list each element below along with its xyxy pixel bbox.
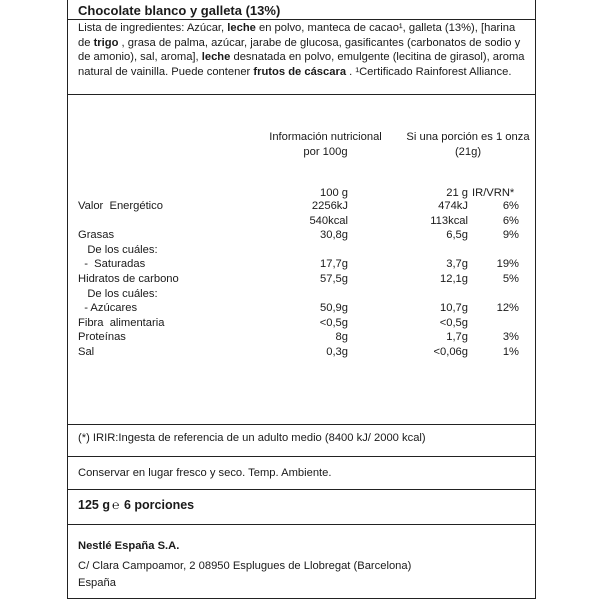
nutrient-label: Hidratos de carbono: [78, 273, 179, 285]
reference-intake-percent: 6%: [502, 214, 519, 227]
nutrient-label: De los cuáles:: [78, 287, 158, 300]
header-line: por 100g: [303, 145, 348, 158]
product-title: Chocolate blanco y galleta (13%): [78, 3, 281, 18]
nutrient-label: Valor Energético: [78, 200, 163, 212]
value-per-portion: <0,06g: [433, 346, 468, 358]
value-per-portion: 474kJ: [438, 200, 468, 212]
ingredient-text: en polvo, manteca de cacao¹, galleta (13%), [harina de: [78, 22, 516, 49]
ingredient-text: , grasa de palma, azúcar, jarabe de glucosa, gasificantes (carbonatos de sodio y de amonio), sal, aroma],: [78, 36, 521, 64]
nutrient-label: Fibra alimentaria: [78, 316, 165, 329]
allergen-text: leche: [227, 22, 256, 34]
nutrient-label: Proteínas: [78, 331, 126, 344]
reference-intake-percent: 6%: [502, 200, 519, 212]
nutrition-header-per-100g: [258, 130, 393, 159]
nutrient-label: Grasas: [78, 229, 115, 242]
reference-intake-percent: 19%: [496, 258, 519, 271]
divider: [68, 489, 535, 490]
subheader-portion: 21 g: [446, 187, 468, 199]
reference-intake-percent: 5%: [502, 273, 519, 285]
divider: [68, 19, 535, 20]
allergen-text: trigo: [93, 36, 119, 49]
reference-intake-percent: 9%: [502, 229, 519, 242]
footnote: (*) IRIR:Ingesta de referencia de un adulto medio (8400 kJ/ 2000 kcal): [78, 432, 426, 444]
divider: [68, 424, 535, 425]
ingredients-list: [78, 21, 528, 79]
nutrient-label: - Saturadas: [78, 258, 146, 271]
nutrient-label: De los cuáles:: [78, 243, 158, 256]
subheader-100g: 100 g: [320, 187, 348, 199]
net-weight: [78, 498, 194, 512]
ingredient-text: desnatada en polvo, emulgente (lecitina de girasol), aroma natural de vainilla. Puede contener: [78, 51, 525, 78]
value-per-portion: 12,1g: [440, 273, 468, 285]
address-country: España: [78, 577, 116, 589]
nutrient-label: - Azúcares: [78, 302, 138, 315]
value-per-100g: <0,5g: [319, 316, 348, 329]
value-per-portion: 10,7g: [440, 302, 468, 315]
ingredient-text: . ¹Certificado Rainforest Alliance.: [346, 65, 512, 78]
value-per-100g: 50,9g: [320, 302, 348, 315]
header-line: (21g): [454, 145, 482, 158]
value-per-portion: 3,7g: [446, 258, 468, 271]
header-line: Información nutricional: [269, 131, 382, 143]
address-line: C/ Clara Campoamor, 2 08950 Esplugues de Llobregat (Barcelona): [78, 560, 412, 572]
label-frame: [67, 0, 536, 599]
value-per-100g: 0,3g: [326, 346, 348, 358]
header-line: Si una porción es 1 onza: [406, 131, 530, 143]
nutrition-header-per-portion: [393, 130, 543, 159]
divider: [68, 94, 535, 95]
storage-instructions: Conservar en lugar fresco y seco. Temp. Ambiente.: [78, 467, 332, 479]
divider: [68, 456, 535, 457]
value-per-100g: 17,7g: [320, 258, 348, 271]
allergen-text: leche: [201, 51, 231, 64]
allergen-text: frutos de cáscara: [253, 65, 347, 78]
value-per-portion: 6,5g: [446, 229, 468, 242]
value-per-100g: 540kcal: [309, 214, 348, 227]
reference-intake-percent: 12%: [496, 302, 519, 315]
value-per-portion: 1,7g: [446, 331, 468, 344]
reference-intake-percent: 3%: [502, 331, 519, 344]
nutrient-label: Sal: [78, 346, 95, 358]
divider: [68, 524, 535, 525]
weight-value: 125 g: [78, 498, 110, 512]
subheader-reference-intake: IR/VRN*: [472, 187, 515, 199]
value-per-100g: 8g: [335, 331, 348, 344]
reference-intake-percent: 1%: [502, 346, 519, 358]
value-per-100g: 2256kJ: [311, 200, 348, 212]
value-per-portion: <0,5g: [439, 316, 468, 329]
value-per-100g: 30,8g: [320, 229, 348, 242]
portions-count: 6 porciones: [123, 498, 195, 512]
value-per-portion: 113kcal: [430, 214, 468, 227]
value-per-100g: 57,5g: [320, 273, 348, 285]
estimated-sign-icon: ℮: [111, 498, 120, 512]
company-name: Nestlé España S.A.: [78, 540, 180, 552]
ingredient-text: Lista de ingredientes: Azúcar,: [78, 22, 228, 34]
